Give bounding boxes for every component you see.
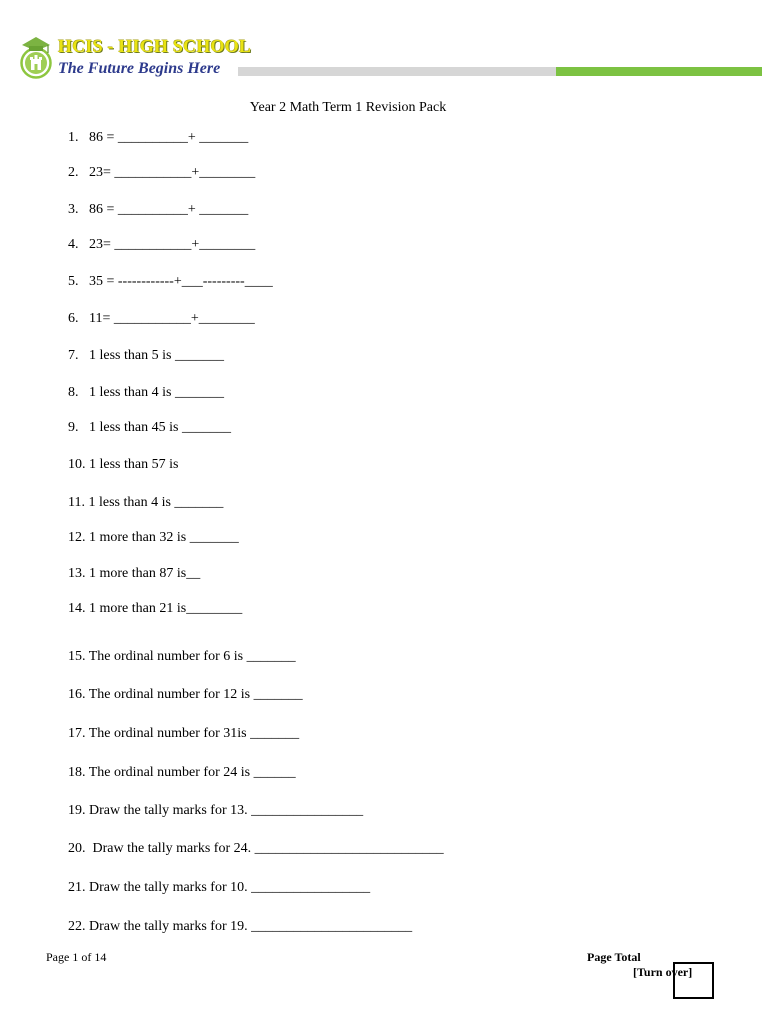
question-item: 12. 1 more than 32 is _______ [68, 530, 239, 545]
question-item: 1. 86 = __________+ _______ [68, 130, 249, 145]
question-item: 17. The ordinal number for 31is _______ [68, 726, 300, 741]
question-item: 5. 35 = ------------+___---------____ [68, 274, 273, 289]
document-title: Year 2 Math Term 1 Revision Pack [249, 100, 447, 115]
question-item: 14. 1 more than 21 is________ [68, 601, 243, 616]
question-item: 9. 1 less than 45 is _______ [68, 420, 231, 435]
turn-over-label: [Turn over] [633, 965, 693, 979]
school-name: HCIS - HIGH SCHOOL [58, 36, 252, 56]
question-item: 10. 1 less than 57 is [68, 457, 179, 472]
header-divider-green [556, 67, 762, 76]
question-item: 11. 1 less than 4 is _______ [68, 495, 224, 510]
question-item: 15. The ordinal number for 6 is _______ [68, 649, 296, 664]
page-total-label: Page Total [587, 950, 641, 964]
header-divider-gray [238, 67, 556, 76]
question-item: 4. 23= ___________+________ [68, 237, 256, 252]
question-item: 3. 86 = __________+ _______ [68, 202, 249, 217]
page-number: Page 1 of 14 [46, 950, 107, 964]
question-item: 19. Draw the tally marks for 13. ________________ [68, 803, 364, 818]
question-item: 6. 11= ___________+________ [68, 311, 255, 326]
question-item: 22. Draw the tally marks for 19. _______________________ [68, 919, 413, 934]
question-item: 2. 23= ___________+________ [68, 165, 256, 180]
question-item: 16. The ordinal number for 12 is _______ [68, 687, 303, 702]
question-item: 21. Draw the tally marks for 10. _________________ [68, 880, 371, 895]
school-tagline: The Future Begins Here [58, 60, 221, 77]
question-item: 7. 1 less than 5 is _______ [68, 348, 224, 363]
question-item: 18. The ordinal number for 24 is ______ [68, 765, 296, 780]
school-logo-icon [20, 34, 52, 80]
document-header [0, 0, 768, 90]
question-item: 20. Draw the tally marks for 24. ___________________________ [68, 841, 444, 856]
question-item: 13. 1 more than 87 is__ [68, 566, 201, 581]
question-item: 8. 1 less than 4 is _______ [68, 385, 224, 400]
